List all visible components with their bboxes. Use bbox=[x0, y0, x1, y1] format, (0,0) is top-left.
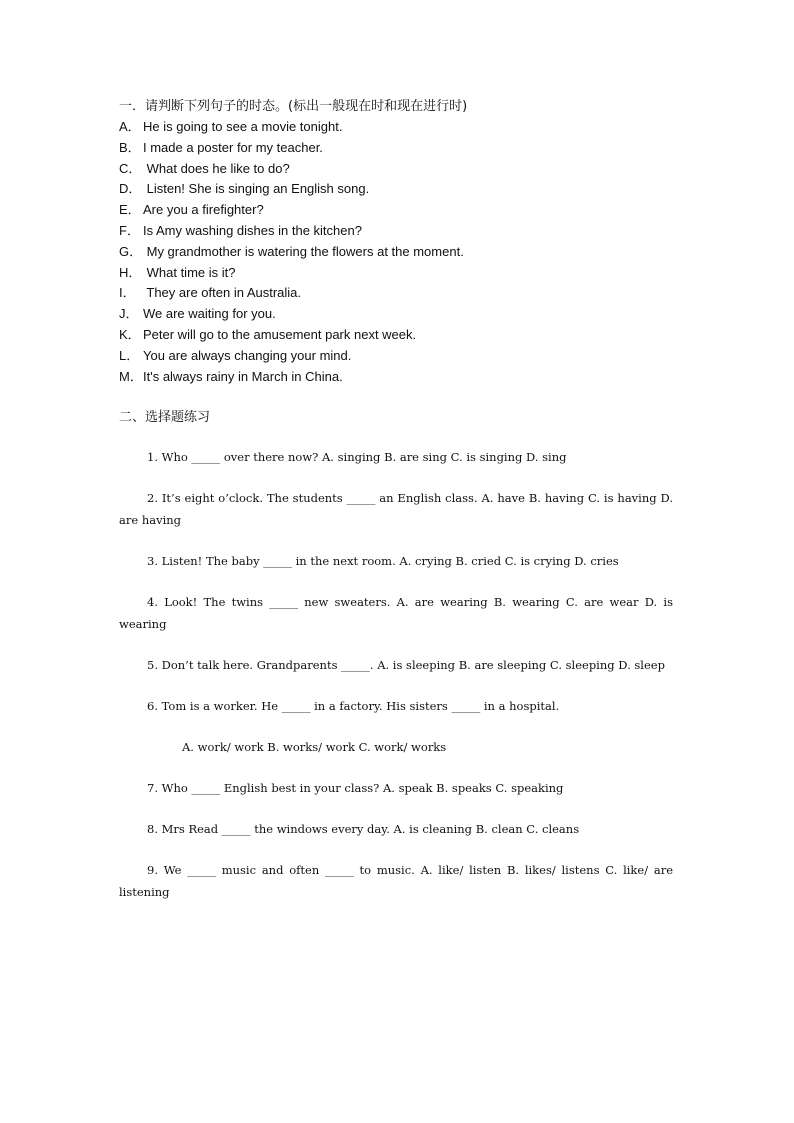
item-text: It's always rainy in March in China. bbox=[143, 368, 343, 384]
question-1: 1. Who _____ over there now? A. singing B. are sing C. is singing D. sing bbox=[147, 450, 567, 465]
item-text: Is Amy washing dishes in the kitchen? bbox=[143, 222, 362, 238]
question-4: 4. Look! The twins _____ new sweaters. A. are wearing B. wearing C. are wear D. is wearing bbox=[119, 595, 673, 632]
question-6: 6. Tom is a worker. He _____ in a factory. His sisters _____ in a hospital. bbox=[147, 699, 560, 714]
item-letter: E． bbox=[119, 202, 141, 218]
sentence-item bbox=[119, 242, 679, 263]
item-letter: L． bbox=[119, 347, 140, 363]
item-letter: J． bbox=[119, 306, 139, 322]
sentence-item bbox=[119, 367, 679, 388]
item-letter: D． bbox=[119, 181, 142, 197]
question-7: 7. Who _____ English best in your class? A. speak B. speaks C. speaking bbox=[147, 781, 564, 796]
question-8: 8. Mrs Read _____ the windows every day. A. is cleaning B. clean C. cleans bbox=[147, 822, 580, 837]
question-6-options: A. work/ work B. works/ work C. work/ works bbox=[182, 740, 447, 755]
tense-sentence-list bbox=[119, 117, 679, 387]
item-letter: B． bbox=[119, 139, 141, 155]
sentence-item bbox=[119, 325, 679, 346]
item-letter: A． bbox=[119, 119, 141, 134]
sentence-item bbox=[119, 179, 679, 200]
sentence-item bbox=[119, 263, 679, 284]
sentence-item bbox=[119, 200, 679, 221]
sentence-item bbox=[119, 138, 679, 159]
sentence-item bbox=[119, 283, 679, 304]
sentence-item bbox=[119, 117, 679, 138]
item-text: What does he like to do? bbox=[143, 160, 290, 176]
item-letter: I． bbox=[119, 285, 136, 301]
worksheet-page bbox=[119, 97, 679, 915]
item-letter: C． bbox=[119, 160, 142, 176]
sentence-item bbox=[119, 304, 679, 325]
item-letter: H． bbox=[119, 264, 142, 280]
item-text: What time is it? bbox=[143, 264, 236, 280]
item-text: We are waiting for you. bbox=[143, 306, 276, 322]
sentence-item bbox=[119, 346, 679, 367]
item-letter: G． bbox=[119, 243, 143, 259]
item-text: You are always changing your mind. bbox=[143, 347, 352, 363]
sentence-item bbox=[119, 221, 679, 242]
question-3: 3. Listen! The baby _____ in the next room. A. crying B. cried C. is crying D. cries bbox=[147, 554, 619, 569]
item-text: Peter will go to the amusement park next week. bbox=[143, 326, 417, 342]
item-text: He is going to see a movie tonight. bbox=[143, 119, 343, 134]
item-letter: F． bbox=[119, 222, 140, 238]
item-letter: M． bbox=[119, 368, 143, 384]
multiple-choice-list bbox=[119, 446, 679, 903]
item-text: They are often in Australia. bbox=[143, 285, 302, 301]
section1-title: 一．请判断下列句子的时态。(标出一般现在时和现在进行时) bbox=[119, 99, 468, 114]
item-text: Listen! She is singing an English song. bbox=[143, 181, 370, 197]
question-5: 5. Don’t talk here. Grandparents _____. A. is sleeping B. are sleeping C. sleeping D. sleep bbox=[147, 658, 665, 673]
question-9: 9. We _____ music and often _____ to music. A. like/ listen B. likes/ listens C. like/ are listening bbox=[119, 863, 673, 900]
sentence-item bbox=[119, 159, 679, 180]
item-text: My grandmother is watering the flowers at the moment. bbox=[143, 243, 464, 259]
question-2: 2. It’s eight o’clock. The students _____ an English class. A. have B. having C. is having D. are having bbox=[119, 491, 673, 528]
section2-title: 二、选择题练习 bbox=[119, 410, 211, 426]
item-text: I made a poster for my teacher. bbox=[143, 139, 323, 155]
item-letter: K． bbox=[119, 326, 141, 342]
item-text: Are you a firefighter? bbox=[143, 202, 264, 218]
